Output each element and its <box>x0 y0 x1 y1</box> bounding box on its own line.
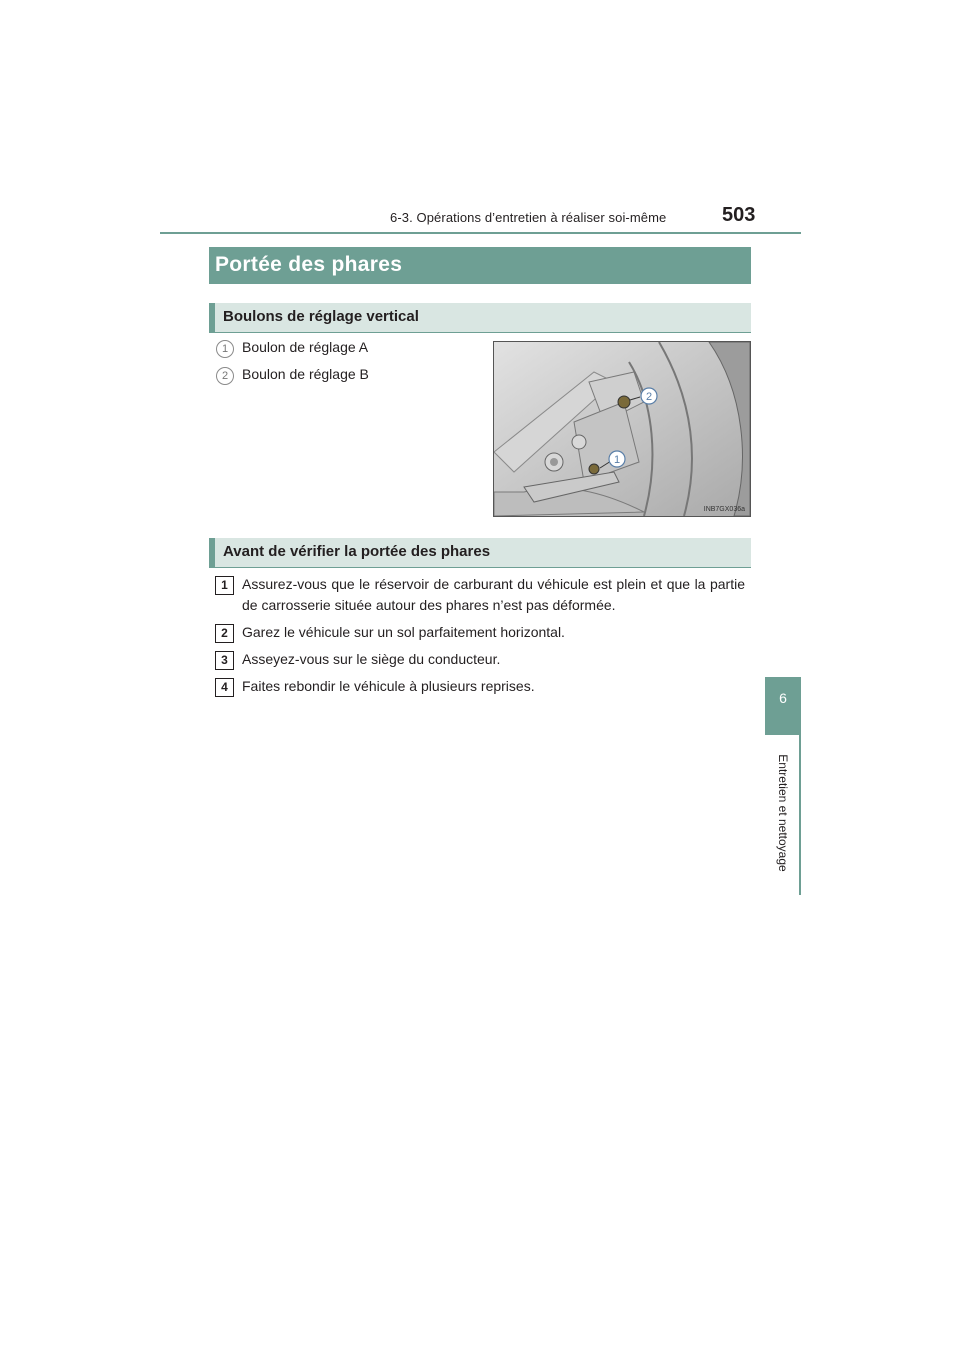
step-number: 2 <box>215 624 234 643</box>
figure-marker-2: 2 <box>645 391 653 403</box>
section-heading-bar <box>209 538 751 568</box>
figure-code: INB7GX036a <box>703 506 745 513</box>
section-heading: Boulons de réglage vertical <box>223 308 419 325</box>
page-title-bar <box>209 247 751 284</box>
callout-label: Boulon de réglage B <box>242 366 369 382</box>
section-heading-bar <box>209 303 751 333</box>
figure-marker-1: 1 <box>613 454 621 466</box>
headlight-figure <box>493 341 751 517</box>
header-divider <box>160 232 801 234</box>
step-text: Asseyez-vous sur le siège du conducteur. <box>242 651 501 667</box>
step-text: Faites rebondir le véhicule à plusieurs reprises. <box>242 678 535 694</box>
step-text: Assurez-vous que le réservoir de carburant du véhicule est plein et que la partie de carrosserie située autour des phares n’est pas déformée. <box>242 576 745 613</box>
chapter-tab-label: Entretien et nettoyage <box>776 754 790 872</box>
step-number: 4 <box>215 678 234 697</box>
callout-label: Boulon de réglage A <box>242 339 369 355</box>
callout-marker: 1 <box>216 340 234 358</box>
section-accent <box>209 538 215 567</box>
chapter-tab-number: 6 <box>779 690 787 706</box>
step-number: 3 <box>215 651 234 670</box>
section-heading: Avant de vérifier la portée des phares <box>223 543 491 560</box>
section-accent <box>209 303 215 332</box>
step-number: 1 <box>215 576 234 595</box>
page-number: 503 <box>722 204 756 226</box>
chapter-tab[interactable] <box>765 677 801 735</box>
headlight-illustration <box>494 342 750 516</box>
page-title: Portée des phares <box>215 253 403 276</box>
chapter-section-title: 6-3. Opérations d’entretien à réaliser soi-même <box>390 210 667 225</box>
step-text: Garez le véhicule sur un sol parfaitement horizontal. <box>242 624 565 640</box>
callout-marker: 2 <box>216 367 234 385</box>
chapter-tab-rule <box>799 735 801 895</box>
